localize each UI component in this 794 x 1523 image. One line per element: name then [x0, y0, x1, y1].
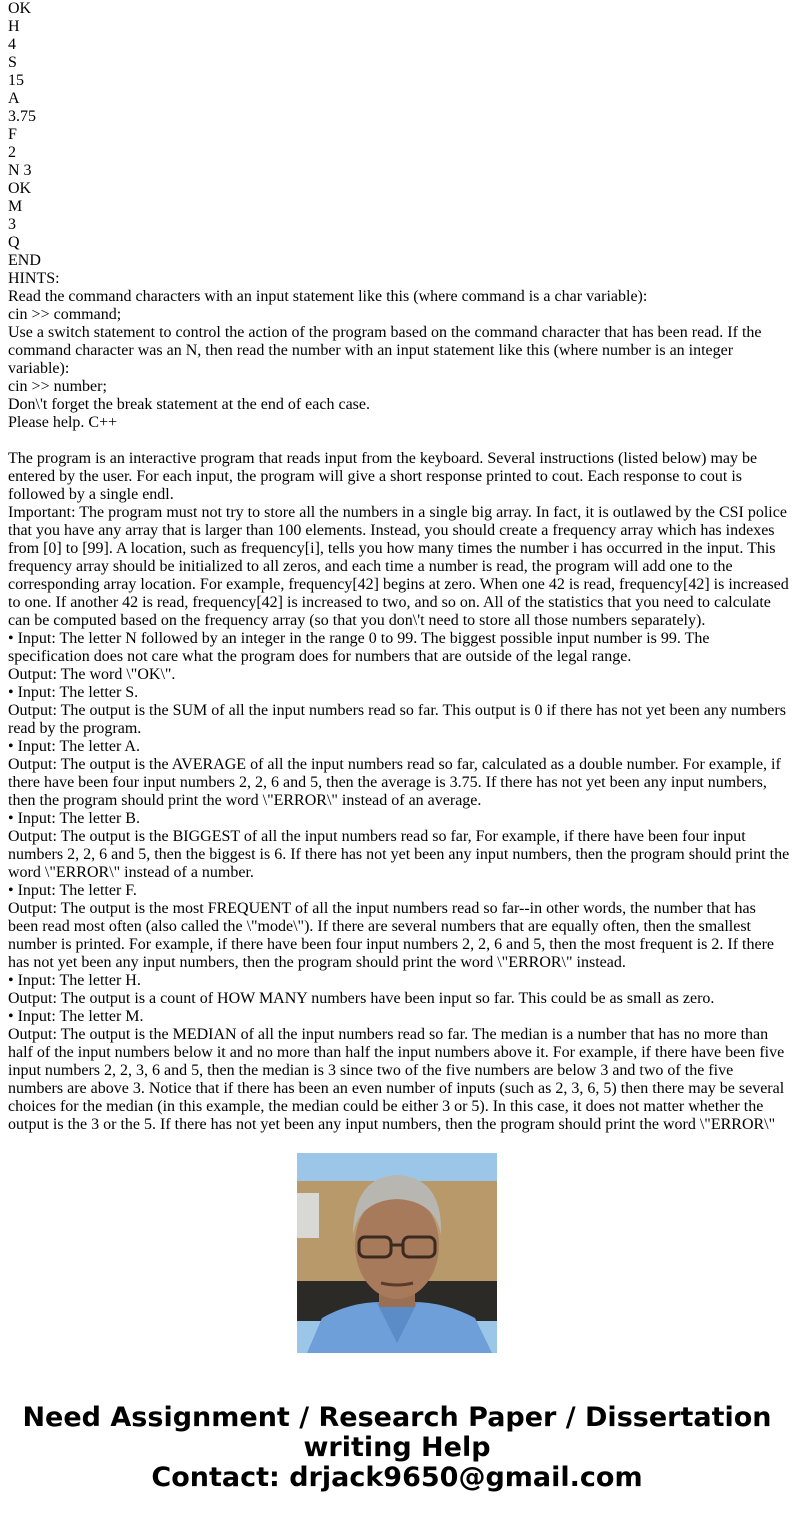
document-line: Output: The output is the SUM of all the input numbers read so far. This output is 0 if there has not yet been any numbers read by the program. — [8, 702, 790, 737]
document-line: cin >> command; — [8, 306, 122, 323]
document-line: Use a switch statement to control the action of the program based on the command character that has been read. If the command character was an N, then read the number with an input statement like this (where number is an integer variable): — [8, 324, 766, 377]
document-line: • Input: The letter B. — [8, 810, 140, 827]
document-line: 2 — [8, 144, 16, 161]
document-line: Output: The word \"OK\". — [8, 666, 176, 683]
document-line: M — [8, 198, 23, 215]
document-line: • Input: The letter A. — [8, 738, 140, 755]
document-line: HINTS: — [8, 270, 60, 287]
document-line: Q — [8, 234, 20, 251]
document-line: H — [8, 18, 20, 35]
document-line: Output: The output is a count of HOW MANY numbers have been input so far. This could be as small as zero. — [8, 990, 715, 1007]
tutor-photo — [297, 1153, 497, 1353]
document-line: Read the command characters with an input statement like this (where command is a char variable): — [8, 288, 648, 305]
document-line: F — [8, 126, 17, 143]
document-line: OK — [8, 180, 32, 197]
document-line: • Input: The letter S. — [8, 684, 139, 701]
document-line: 4 — [8, 36, 16, 53]
promo-headline: Need Assignment / Research Paper / Dissertation writing Help — [22, 1402, 772, 1463]
document-line: OK — [8, 0, 32, 17]
document-line: END — [8, 252, 41, 269]
document-line: A — [8, 90, 20, 107]
document-line: • Input: The letter M. — [8, 1008, 144, 1025]
document-line: cin >> number; — [8, 378, 107, 395]
document-line: The program is an interactive program that reads input from the keyboard. Several instructions (listed below) may be entered by the user. For each input, the program will give a short response printed to cout. Each response to cout is followed by a single endl. — [8, 450, 762, 503]
document-line: N 3 — [8, 162, 32, 179]
document-line: • Input: The letter H. — [8, 972, 141, 989]
document-line: 15 — [8, 72, 24, 89]
document-line: Output: The output is the AVERAGE of all the input numbers read so far, calculated as a double number. For example, if there have been four input numbers 2, 2, 6 and 5, then the average is 3.75. If there has not yet been any input numbers, then the program should print the word \"ERROR\" instead of an average. — [8, 756, 785, 809]
document-line: 3.75 — [8, 108, 36, 125]
document-line: Output: The output is the BIGGEST of all the input numbers read so far, For example, if there have been four input numbers 2, 2, 6 and 5, then the biggest is 6. If there has not yet been any input numbers, then the program should print the word \"ERROR\" instead of a number. — [8, 828, 794, 881]
tutor-portrait-image — [297, 1153, 497, 1353]
question-document — [8, 0, 794, 1133]
document-line: Output: The output is the most FREQUENT of all the input numbers read so far--in other words, the number that has been read most often (also called the \"mode\"). If there are several numbers that are equally often, then the smallest number is printed. For example, if there have been four input numbers 2, 2, 6 and 5, then the most frequent is 2. If there has not yet been any input numbers, then the program should print the word \"ERROR\" instead. — [8, 900, 779, 971]
document-line: • Input: The letter N followed by an integer in the range 0 to 99. The biggest possible input number is 99. The specification does not care what the program does for numbers that are outside of the legal range. — [8, 630, 714, 665]
document-line: • Input: The letter F. — [8, 882, 137, 899]
promo-banner — [0, 1403, 794, 1493]
document-line: Important: The program must not try to store all the numbers in a single big array. In fact, it is outlawed by the CSI police that you have any array that is larger than 100 elements. Instead, you should create a frequency array which has indexes from [0] to [99]. A location, such as frequency[i], tells you how many times the number i has occurred in the input. This frequency array should be initialized to all zeros, and each time a number is read, the program will add one to the corresponding array location. For example, frequency[42] begins at zero. When one 42 is read, frequency[42] is increased to one. If another 42 is read, frequency[42] is increased to two, and so on. All of the statistics that you need to calculate can be computed based on the frequency array (so that you don\'t need to store all those numbers separately). — [8, 504, 793, 629]
document-line: Output: The output is the MEDIAN of all the input numbers read so far. The median is a number that has no more than half of the input numbers below it and no more than half the input numbers above it. For example, if there have been five input numbers 2, 2, 3, 6 and 5, then the median is 3 since two of the five numbers are below 3 and two of the five numbers are above 3. Notice that if there has been an even number of inputs (such as 2, 3, 6, 5) then there may be several choices for the median (in this example, the median could be either 3 or 5). In this case, it does not matter whether the output is the 3 or the 5. If there has not yet been any input numbers, then the program should print the word \"ERROR\" — [8, 1026, 789, 1133]
document-line: 3 — [8, 216, 16, 233]
document-line: Please help. C++ — [8, 414, 118, 431]
document-line: Don\'t forget the break statement at the end of each case. — [8, 396, 370, 413]
promo-contact: Contact: drjack9650@gmail.com — [151, 1462, 643, 1493]
document-line: S — [8, 54, 17, 71]
document-line — [8, 432, 790, 450]
